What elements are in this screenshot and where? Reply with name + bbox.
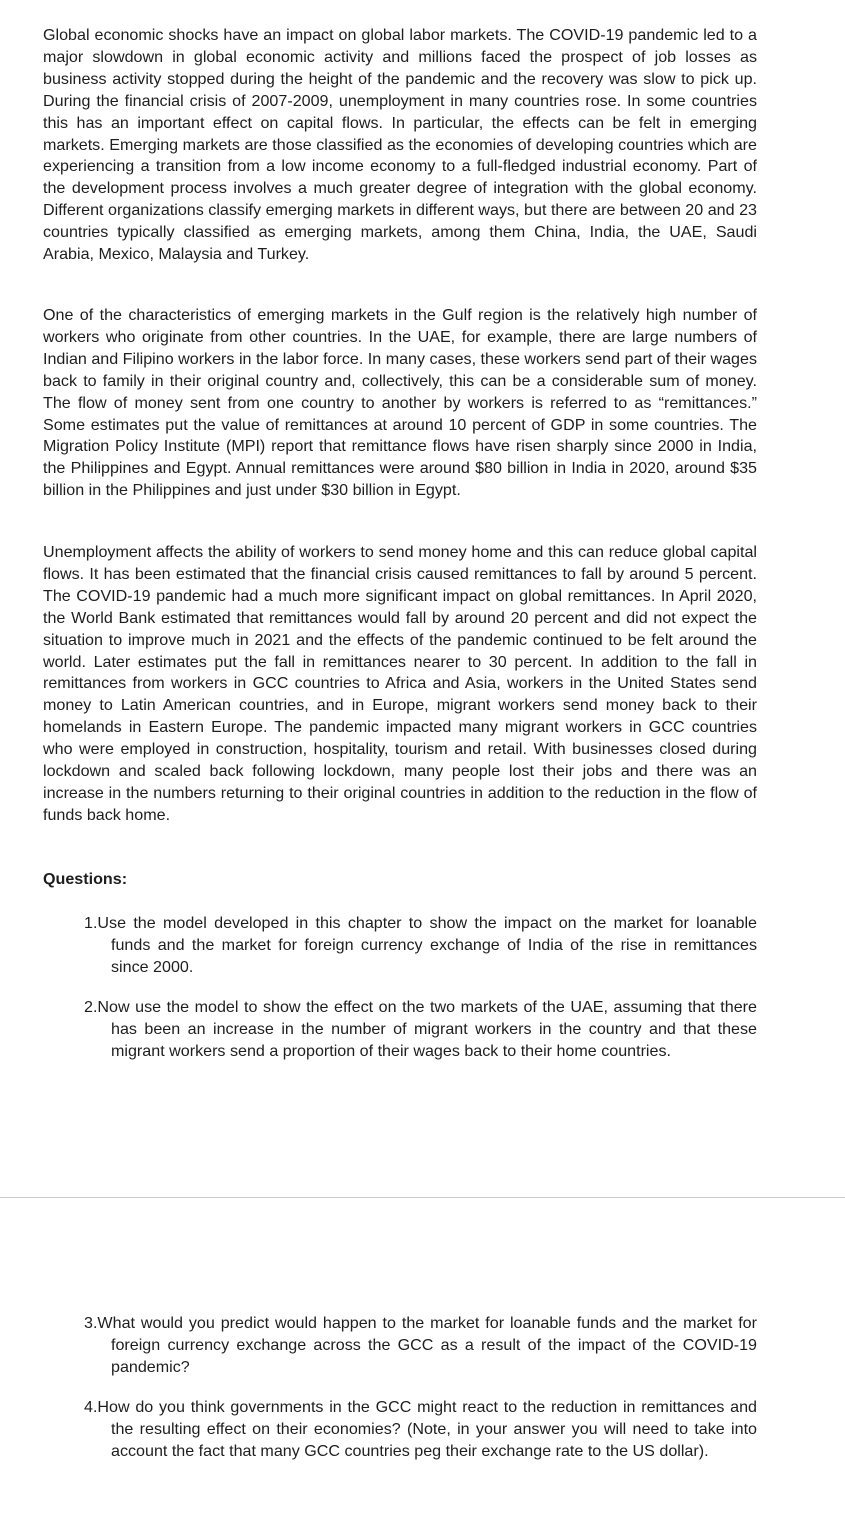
question-item-4: 4.How do you think governments in the GCC might react to the reduction in remittances and the resulting effect on their economies? (Note, in your answer you will need to take into account the fact that many GCC countries peg their exchange rate to the US dollar). [84,1398,757,1460]
page-divider [0,1197,845,1198]
question-item-2: 2.Now use the model to show the effect on the two markets of the UAE, assuming that there has been an increase in the number of migrant workers in the country and that these migrant workers send a proportion of their wages back to their home countries. [84,998,757,1060]
paragraph-economic-shocks: Global economic shocks have an impact on global labor markets. The COVID-19 pandemic led to a major slowdown in global economic activity and millions faced the prospect of job losses as business activity stopped during the height of the pandemic and the recovery was slow to pick up. During the financial crisis of 2007-2009, unemployment in many countries rose. In some countries this has an important effect on capital flows. In particular, the effects can be felt in emerging markets. Emerging markets are those classified as the economies of developing countries which are experiencing a transition from a low income economy to a full-fledged industrial economy. Part of the development process involves a much greater degree of integration with the global economy. Different organizations classify emerging markets in different ways, but there are between 20 and 23 countries typically classified as emerging markets, among them China, India, the UAE, Saudi Arabia, Mexico, Malaysia and Turkey. [43,26,757,264]
questions-heading: Questions: [43,870,128,888]
paragraph-gulf-remittances: One of the characteristics of emerging markets in the Gulf region is the relatively high number of workers who originate from other countries. In the UAE, for example, there are large numbers of Indian and Filipino workers in the labor force. In many cases, these workers send part of their wages back to family in their original country and, collectively, this can be a considerable sum of money. The flow of money sent from one country to another by workers is referred to as “remittances.” Some estimates put the value of remittances at around 10 percent of GDP in some countries. The Migration Policy Institute (MPI) report that remittance flows have risen sharply since 2000 in India, the Philippines and Egypt. Annual remittances were around $80 billion in India in 2020, around $35 billion in the Philippines and just under $30 billion in Egypt. [43,306,757,500]
paragraph-unemployment-capital-flows: Unemployment affects the ability of workers to send money home and this can reduce global capital flows. It has been estimated that the financial crisis caused remittances to fall by around 5 percent. The COVID-19 pandemic had a much more significant impact on global remittances. In April 2020, the World Bank estimated that remittances would fall by around 20 percent and did not expect the situation to improve much in 2021 and the effects of the pandemic continued to be felt around the world. Later estimates put the fall in remittances nearer to 30 percent. In addition to the fall in remittances from workers in GCC countries to Africa and Asia, workers in the United States send money to Latin American countries, and in Europe, migrant workers send money back to their homelands in Eastern Europe. The pandemic impacted many migrant workers in GCC countries who were employed in construction, hospitality, tourism and retail. With businesses closed during lockdown and scaled back following lockdown, many people lost their jobs and there was an increase in the numbers returning to their original countries in addition to the reduction in the flow of funds back home. [43,543,757,824]
question-item-1: 1.Use the model developed in this chapter to show the impact on the market for loanable funds and the market for foreign currency exchange of India of the rise in remittances since 2000. [84,914,757,976]
question-item-3: 3.What would you predict would happen to the market for loanable funds and the market for foreign currency exchange across the GCC as a result of the impact of the COVID-19 pandemic? [84,1314,757,1376]
